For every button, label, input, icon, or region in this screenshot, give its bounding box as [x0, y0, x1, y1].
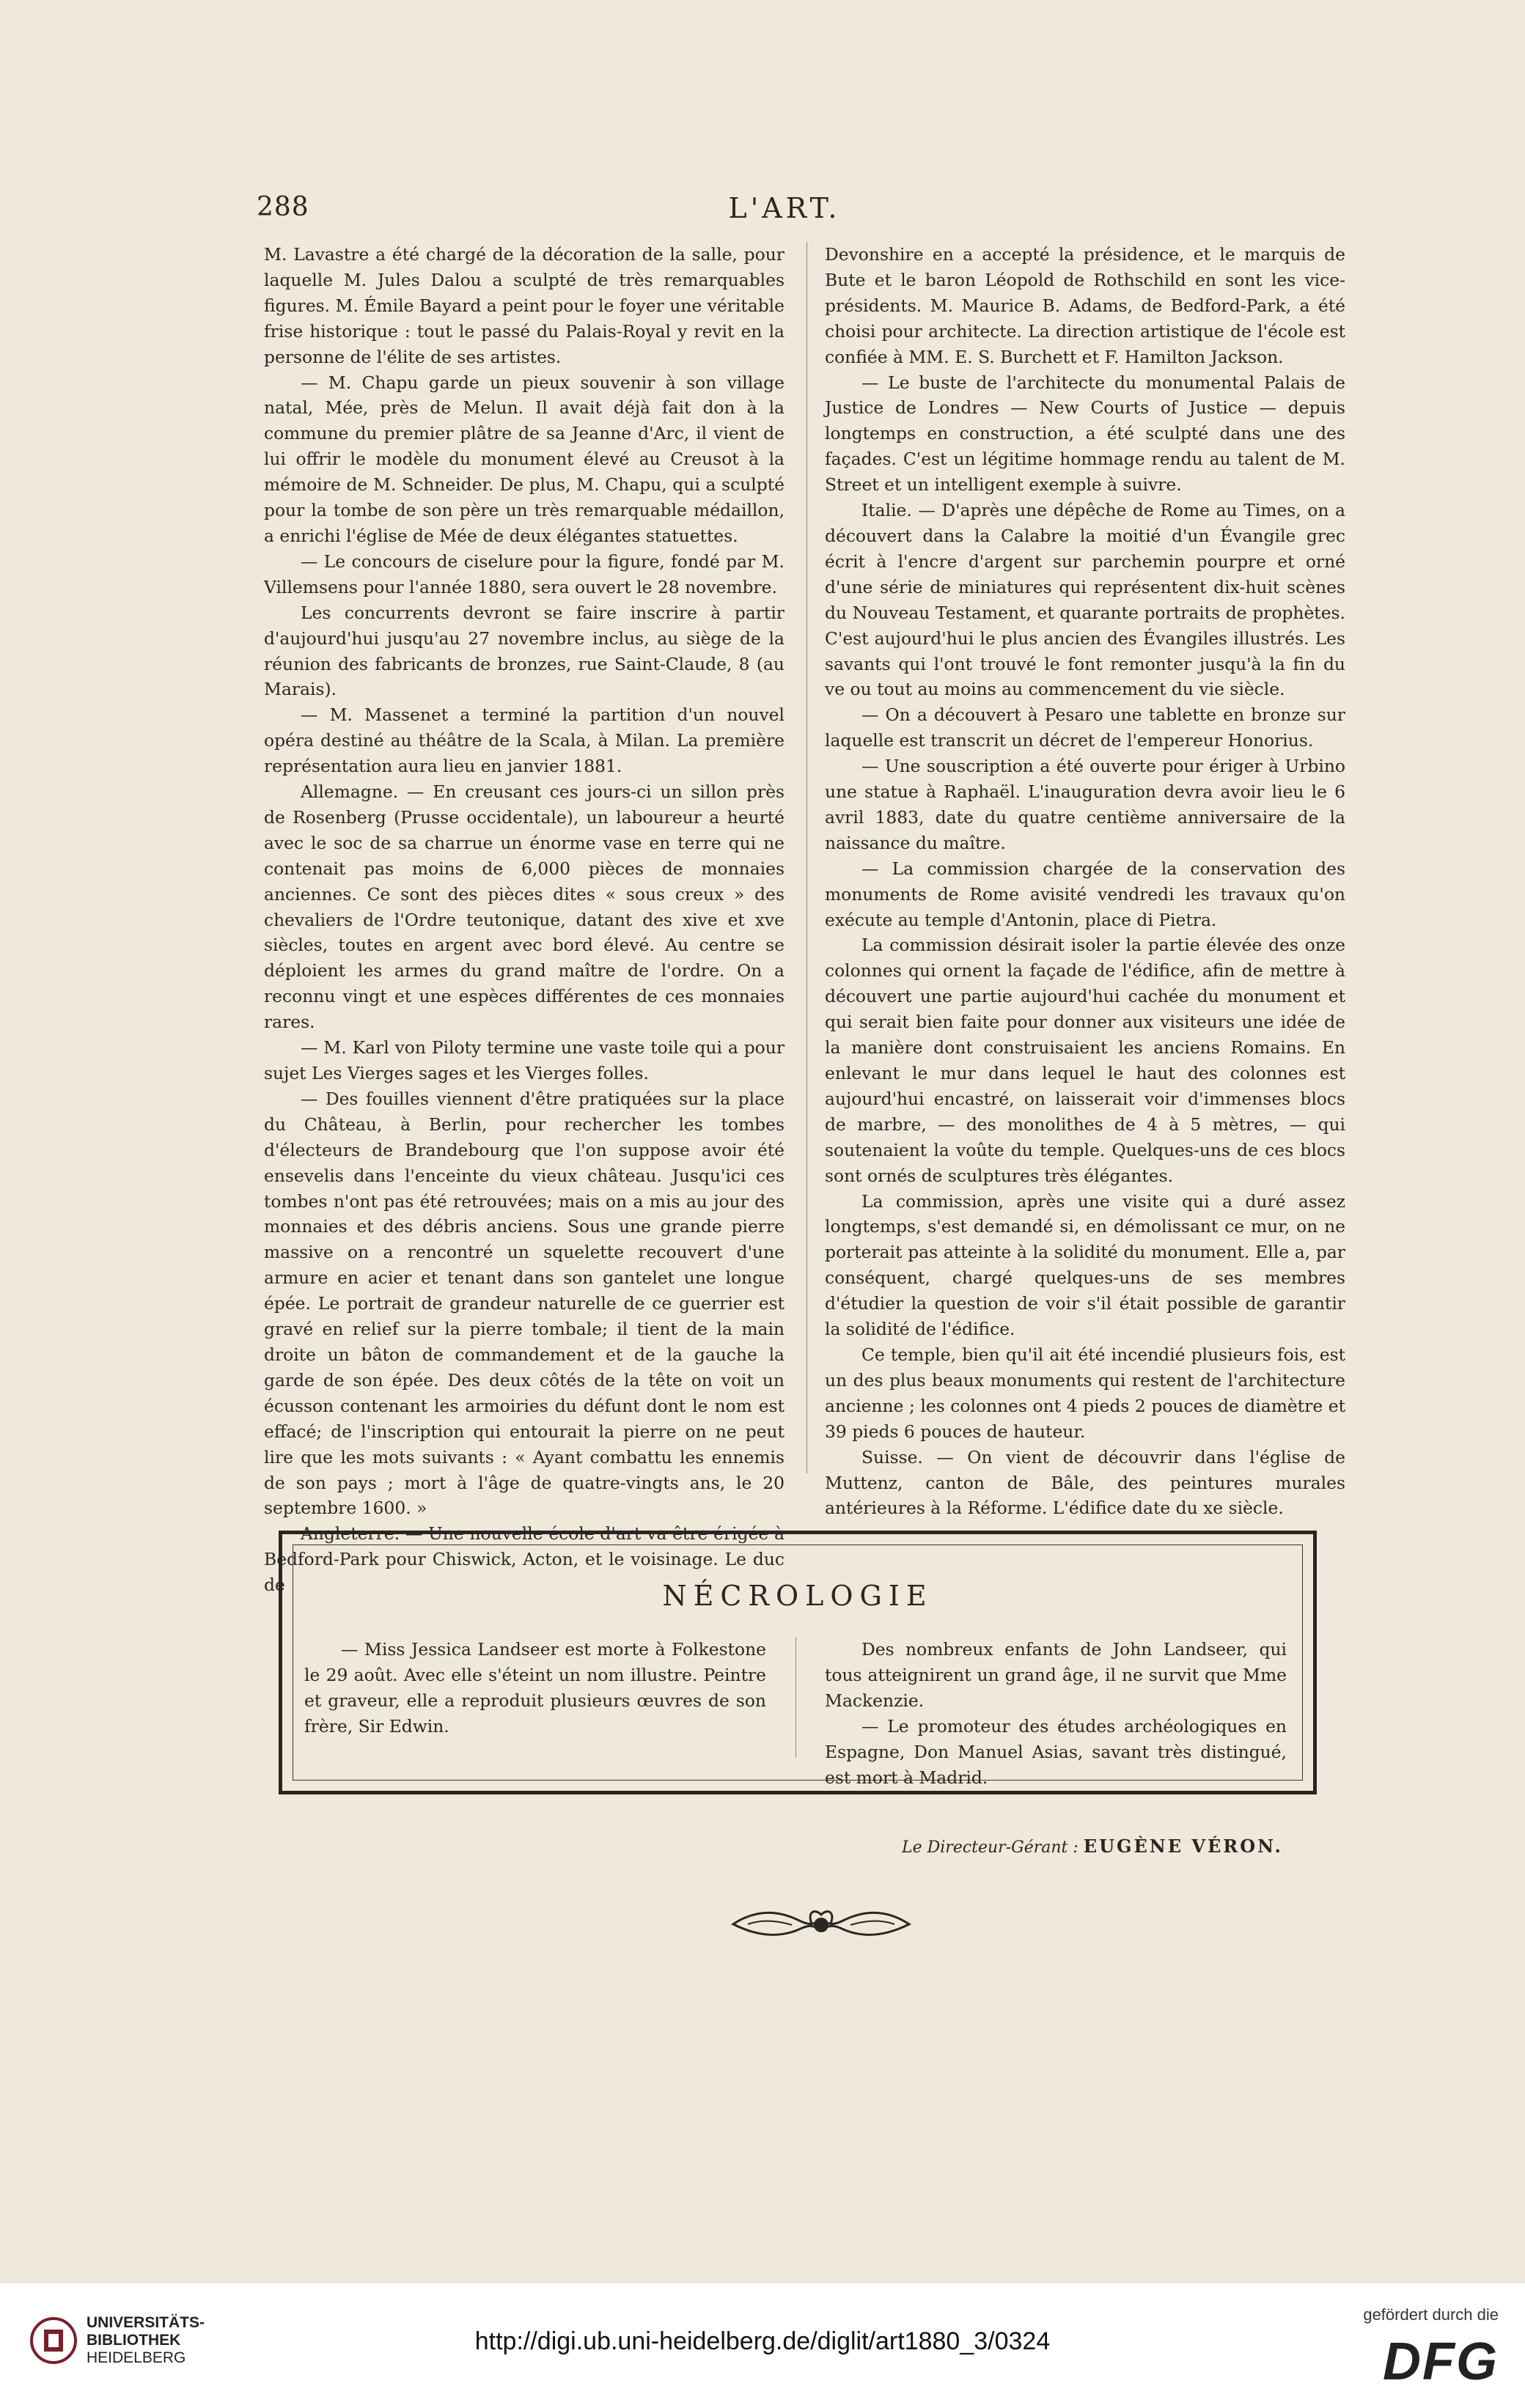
paragraph: — Le buste de l'architecte du monumental Palais de Justice de Londres — New Courts of Justice — depuis longtemps en construction, a été sculpté dans une des façades. C'est un légitime hommage rendu au talent de M. Street et un intelligent exemple à suivre. — [825, 372, 1345, 496]
dfg-logo: DFG — [1383, 2332, 1499, 2391]
signature-label: Le Directeur-Gérant : — [902, 1838, 1078, 1857]
funded-by-label: gefördert durch die — [1363, 2305, 1499, 2324]
left-column — [264, 242, 784, 1598]
paragraph: — Des fouilles viennent d'être pratiquées sur la place du Château, à Berlin, pour rechercher les tombes d'électeurs de Brandebourg que l'on suppose avoir été ensevelis dans l'enceinte du vieux château. Jusqu'ici ces tombes n'ont pas été retrouvées; mais on a mis au jour des monnaies et des débris anciens. Sous une grande pierre massive on a rencontré un squelette recouvert d'une armure en acier et tenant dans son gantelet une longue épée. Le portrait de grandeur naturelle de ce guerrier est gravé en relief sur la pierre tombale; il tient de la main droite un bâton de commandement et de la gauche la garde de son épée. Des deux côtés de la tête on voit un écusson contenant les armoiries du défunt dont le nom est effacé; de l'inscription qui entourait la pierre on ne peut lire que les mots suivants : « Ayant combattu les ennemis de son pays ; mort à l'âge de quatre-vingts ans, le 20 septembre 1600. » — [264, 1088, 784, 1519]
paragraph: La commission désirait isoler la partie élevée des onze colonnes qui ornent la façade de l'édifice, afin de mettre à découvert une partie aujourd'hui cachée du monument et qui serait bien faite pour donner aux visiteurs une idée de la manière dont construisaient les anciens Romains. En enlevant le mur dans lequel le haut des colonnes est aujourd'hui encastré, on laisserait voir d'immenses blocs de marbre, — des monolithes de 4 à 5 mètres, — qui soutenaient la voûte du temple. Quelques-uns de ces blocs sont ornés de sculptures très élégantes. — [825, 935, 1345, 1186]
paragraph: Des nombreux enfants de John Landseer, qui tous atteignirent un grand âge, il ne survit que Mme Mackenzie. — [825, 1639, 1287, 1711]
library-name-line3: HEIDELBERG — [87, 2349, 186, 2366]
necrologie-divider — [795, 1637, 796, 1758]
paragraph: — M. Massenet a terminé la partition d'un nouvel opéra destiné au théâtre de la Scala, à Milan. La première représentation aura lieu en janvier 1881. — [264, 704, 784, 777]
paragraph: — Une souscription a été ouverte pour ériger à Urbino une statue à Raphaël. L'inauguration devra avoir lieu le 6 avril 1883, date du quatre centième anniversaire de la naissance du maître. — [825, 756, 1345, 853]
library-name-line2: BIBLIOTHEK — [87, 2332, 181, 2349]
paragraph: — M. Karl von Piloty termine une vaste toile qui a pour sujet Les Vierges sages et les Vierges folles. — [264, 1037, 784, 1083]
necrologie-right-column — [825, 1637, 1287, 1790]
paragraph: La commission, après une visite qui a duré assez longtemps, s'est demandé si, en démolissant ce mur, on ne porterait pas atteinte à la solidité du monument. Elle a, par conséquent, chargé quelques-uns de ses membres d'étudier la question de voir s'il était possible de garantir la solidité de l'édifice. — [825, 1190, 1345, 1340]
paragraph: Ce temple, bien qu'il ait été incendié plusieurs fois, est un des plus beaux monuments qui restent de l'architecture ancienne ; les colonnes ont 4 pieds 2 pouces de diamètre et 39 pieds 6 pouces de hauteur. — [825, 1344, 1345, 1442]
page-number: 288 — [257, 192, 309, 222]
paragraph: Devonshire en a accepté la présidence, et le marquis de Bute et le baron Léopold de Rothschild en sont les vice-présidents. M. Maurice B. Adams, de Bedford-Park, a été choisi pour architecte. La direction artistique de l'école est confiée à MM. E. S. Burchett et F. Hamilton Jackson. — [825, 244, 1345, 367]
paragraph: Suisse. — On vient de découvrir dans l'église de Muttenz, canton de Bâle, des peintures murales antérieures à la Réforme. L'édifice date du xe siècle. — [825, 1446, 1345, 1519]
paragraph: Allemagne. — En creusant ces jours-ci un sillon près de Rosenberg (Prusse occidentale), un laboureur a heurté avec le soc de sa charrue un énorme vase en terre qui ne contenait pas moins de 6,000 pièces de monnaies anciennes. Ce sont des pièces dites « sous creux » des chevaliers de l'Ordre teutonique, datant des xive et xve siècles, toutes en argent avec bord élevé. Au centre se déploient les armes du grand maître de l'ordre. On a reconnu vingt et une espèces différentes de ces monnaies rares. — [264, 781, 784, 1033]
paragraph: Italie. — D'après une dépêche de Rome au Times, on a découvert dans la Calabre la moitié d'un Évangile grec écrit à l'encre d'argent sur parchemin pourpre et orné d'une série de miniatures qui représentent dix-huit scènes du Nouveau Testament, et quarante portraits de prophètes. C'est aujourd'hui le plus ancien des Évangiles illustrés. Les savants qui l'ont trouvé le font remonter jusqu'à la fin du ve ou tout au moins au commencement du vie siècle. — [825, 500, 1345, 700]
digitization-footer — [0, 2283, 1525, 2408]
signature-name: EUGÈNE VÉRON. — [1083, 1836, 1283, 1857]
necrologie-box — [279, 1531, 1317, 1794]
signature-line — [902, 1836, 1283, 1857]
paragraph: Les concurrents devront se faire inscrire à partir d'aujourd'hui jusqu'au 27 novembre inclus, au siège de la réunion des fabricants de bronzes, rue Saint-Claude, 8 (au Marais). — [264, 602, 784, 700]
necrologie-left-column — [304, 1637, 766, 1739]
source-url-link[interactable]: http://digi.ub.uni-heidelberg.de/diglit/art1880_3/0324 — [474, 2327, 1051, 2355]
paragraph: — M. Chapu garde un pieux souvenir à son village natal, Mée, près de Melun. Il avait déjà fait don à la commune du premier plâtre de sa Jeanne d'Arc, il vient de lui offrir le modèle du monument élevé au Creusot à la mémoire de M. Schneider. De plus, M. Chapu, qui a sculpté pour la tombe de son père un très remarquable médaillon, a enrichi l'église de Mée de deux élégantes statuettes. — [264, 372, 784, 546]
right-column — [825, 242, 1345, 1521]
paragraph: — On a découvert à Pesaro une tablette en bronze sur laquelle est transcrit un décret de l'empereur Honorius. — [825, 704, 1345, 751]
library-name-line1: UNIVERSITÄTS- — [87, 2314, 205, 2331]
paragraph: — Le promoteur des études archéologiques en Espagne, Don Manuel Asias, savant très distingué, est mort à Madrid. — [825, 1715, 1287, 1788]
paragraph: — Miss Jessica Landseer est morte à Folkestone le 29 août. Avec elle s'éteint un nom illustre. Peintre et graveur, elle a reproduit plusieurs œuvres de son frère, Sir Edwin. — [304, 1639, 766, 1737]
column-divider — [806, 242, 807, 1473]
paragraph: — La commission chargée de la conservation des monuments de Rome avisité vendredi les travaux qu'on exécute au temple d'Antonin, place di Pietra. — [825, 858, 1345, 930]
necrologie-title: NÉCROLOGIE — [662, 1580, 933, 1612]
paragraph: M. Lavastre a été chargé de la décoration de la salle, pour laquelle M. Jules Dalou a sculpté de très remarquables figures. M. Émile Bayard a peint pour le foyer une véritable frise historique : tout le passé du Palais-Royal y revit en la personne de l'élite de ses artistes. — [264, 244, 784, 367]
journal-title: L'ART. — [728, 192, 841, 224]
fleuron-ornament-icon — [726, 1899, 916, 1950]
paragraph: — Le concours de ciselure pour la figure, fondé par M. Villemsens pour l'année 1880, sera ouvert le 28 novembre. — [264, 551, 784, 597]
paragraph: Angleterre. — Une nouvelle école d'art va être érigée à Bedford-Park pour Chiswick, Acton, et le voisinage. Le duc de — [264, 1523, 784, 1596]
